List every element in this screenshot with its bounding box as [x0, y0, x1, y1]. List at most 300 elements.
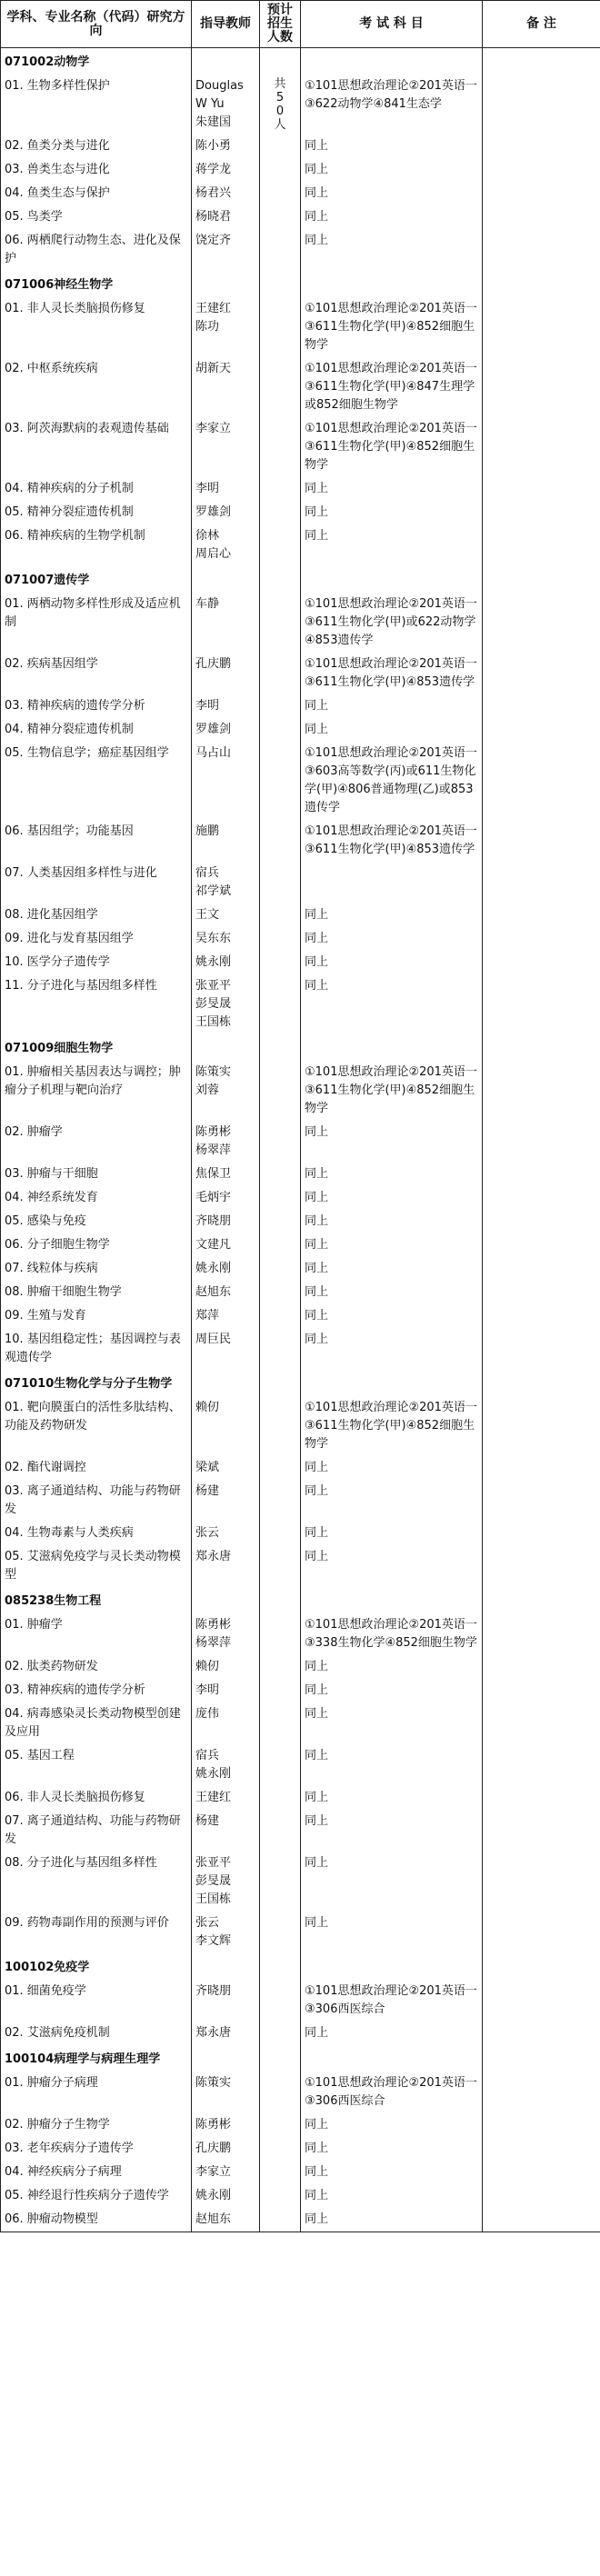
table-row: [1, 1233, 600, 1257]
exam-subjects: 同上: [301, 2022, 483, 2045]
notes-cell: [483, 653, 600, 694]
empty-cell: [483, 1953, 600, 1980]
discipline-section-row: [1, 2045, 600, 2072]
research-direction: 10. 基因组稳定性；基因调控与表观遗传学: [1, 1328, 192, 1370]
table-row: [1, 2137, 600, 2161]
notes-cell: [483, 2113, 600, 2137]
research-direction: 06. 精神疾病的生物学机制: [1, 524, 192, 566]
table-row: [1, 1061, 600, 1121]
notes-cell: [483, 1456, 600, 1480]
empty-cell: [301, 1953, 483, 1980]
notes-cell: [483, 357, 600, 417]
exam-subjects: 同上: [301, 1810, 483, 1852]
research-direction: 11. 分子进化与基因组多样性: [1, 974, 192, 1034]
notes-cell: [483, 1210, 600, 1233]
research-direction: 04. 神经系统发育: [1, 1186, 192, 1210]
exam-subjects: 同上: [301, 229, 483, 271]
empty-cell: [260, 1587, 301, 1613]
exam-subjects: 同上: [301, 974, 483, 1034]
header-notes: 备 注: [483, 1, 600, 48]
exam-subjects: 同上: [301, 524, 483, 566]
quota-cell: [260, 1121, 301, 1163]
empty-cell: [301, 566, 483, 593]
tutor-names: 赵旭东: [192, 2208, 260, 2232]
exam-subjects: 同上: [301, 1852, 483, 1912]
notes-cell: [483, 1912, 600, 1953]
empty-cell: [301, 48, 483, 75]
notes-cell: [483, 1980, 600, 2022]
notes-cell: [483, 158, 600, 182]
research-direction: 03. 肿瘤与干细胞: [1, 1163, 192, 1186]
notes-cell: [483, 2137, 600, 2161]
quota-cell: [260, 1679, 301, 1702]
table-row: [1, 2072, 600, 2113]
research-direction: 04. 病毒感染灵长类动物模型创建及应用: [1, 1702, 192, 1744]
discipline-name: 071006神经生物学: [1, 271, 192, 297]
table-row: [1, 357, 600, 417]
notes-cell: [483, 2072, 600, 2113]
quota-cell: [260, 2022, 301, 2045]
tutor-names: 李明: [192, 477, 260, 501]
notes-cell: [483, 1304, 600, 1328]
tutor-names: 陈勇彬 杨翠萍: [192, 1121, 260, 1163]
table-row: [1, 862, 600, 904]
notes-cell: [483, 1545, 600, 1587]
tutor-names: Douglas W Yu 朱建国: [192, 75, 260, 135]
notes-cell: [483, 974, 600, 1034]
table-row: [1, 974, 600, 1034]
quota-cell: [260, 1522, 301, 1545]
research-direction: 07. 线粒体与疾病: [1, 1257, 192, 1281]
exam-subjects: 同上: [301, 1328, 483, 1370]
quota-cell: [260, 158, 301, 182]
research-direction: 04. 精神疾病的分子机制: [1, 477, 192, 501]
research-direction: 02. 肿瘤学: [1, 1121, 192, 1163]
research-direction: 03. 老年疾病分子遗传学: [1, 2137, 192, 2161]
quota-cell: [260, 2137, 301, 2161]
tutor-names: 姚永刚: [192, 2184, 260, 2208]
tutor-names: 陈小勇: [192, 135, 260, 158]
research-direction: 07. 人类基因组多样性与进化: [1, 862, 192, 904]
exam-subjects: 同上: [301, 1121, 483, 1163]
research-direction: 08. 肿瘤干细胞生物学: [1, 1281, 192, 1304]
quota-cell: [260, 1655, 301, 1679]
notes-cell: [483, 477, 600, 501]
exam-subjects: 同上: [301, 1679, 483, 1702]
tutor-names: 文建凡: [192, 1233, 260, 1257]
exam-subjects: 同上: [301, 1257, 483, 1281]
quota-cell: [260, 1163, 301, 1186]
notes-cell: [483, 1233, 600, 1257]
table-row: [1, 1702, 600, 1744]
notes-cell: [483, 417, 600, 477]
tutor-names: 宿兵 姚永刚: [192, 1744, 260, 1786]
notes-cell: [483, 862, 600, 904]
notes-cell: [483, 593, 600, 653]
empty-cell: [192, 271, 260, 297]
discipline-name: 071002动物学: [1, 48, 192, 75]
research-direction: 05. 感染与免疫: [1, 1210, 192, 1233]
quota-cell: [260, 524, 301, 566]
table-row: [1, 820, 600, 862]
empty-cell: [483, 48, 600, 75]
research-direction: 10. 医学分子遗传学: [1, 951, 192, 974]
tutor-names: 施鹏: [192, 820, 260, 862]
exam-subjects: ①101思想政治理论②201英语一③611生物化学(甲)④853遗传学: [301, 820, 483, 862]
tutor-names: 毛炳宇: [192, 1186, 260, 1210]
quota-cell: [260, 1852, 301, 1912]
tutor-names: 宿兵 祁学斌: [192, 862, 260, 904]
quota-cell: [260, 1786, 301, 1810]
research-direction: 05. 神经退行性疾病分子遗传学: [1, 2184, 192, 2208]
research-direction: 09. 药物毒副作用的预测与评价: [1, 1912, 192, 1953]
notes-cell: [483, 1679, 600, 1702]
quota-cell: [260, 1480, 301, 1522]
exam-subjects: ①101思想政治理论②201英语一③306西医综合: [301, 2072, 483, 2113]
tutor-names: 孔庆鹏: [192, 653, 260, 694]
exam-subjects: 同上: [301, 158, 483, 182]
empty-cell: [483, 1370, 600, 1396]
notes-cell: [483, 927, 600, 951]
tutor-names: 饶定齐: [192, 229, 260, 271]
discipline-section-row: [1, 48, 600, 75]
empty-cell: [192, 1587, 260, 1613]
exam-subjects: 同上: [301, 1281, 483, 1304]
tutor-names: 张亚平 彭旻晟 王国栋: [192, 1852, 260, 1912]
empty-cell: [192, 1953, 260, 1980]
notes-cell: [483, 820, 600, 862]
empty-cell: [483, 271, 600, 297]
table-row: [1, 417, 600, 477]
table-row: [1, 205, 600, 229]
tutor-names: 周巨民: [192, 1328, 260, 1370]
tutor-names: 徐林 周启心: [192, 524, 260, 566]
header-tutor: 指导教师: [192, 1, 260, 48]
notes-cell: [483, 1396, 600, 1456]
exam-subjects: 同上: [301, 927, 483, 951]
discipline-section-row: [1, 1587, 600, 1613]
table-row: [1, 694, 600, 718]
empty-cell: [192, 1034, 260, 1061]
research-direction: 04. 神经疾病分子病理: [1, 2161, 192, 2184]
exam-subjects: 同上: [301, 2113, 483, 2137]
tutor-names: 李明: [192, 694, 260, 718]
tutor-names: 王文: [192, 904, 260, 927]
quota-cell: [260, 927, 301, 951]
quota-cell: [260, 477, 301, 501]
exam-subjects: ①101思想政治理论②201英语一③611生物化学(甲)④852细胞生物学: [301, 1396, 483, 1456]
empty-cell: [301, 2045, 483, 2072]
table-row: [1, 1980, 600, 2022]
notes-cell: [483, 951, 600, 974]
quota-cell: [260, 229, 301, 271]
tutor-names: 姚永刚: [192, 951, 260, 974]
research-direction: 03. 兽类生态与进化: [1, 158, 192, 182]
notes-cell: [483, 1186, 600, 1210]
discipline-name: 071009细胞生物学: [1, 1034, 192, 1061]
notes-cell: [483, 718, 600, 742]
discipline-section-row: [1, 1370, 600, 1396]
empty-cell: [192, 2045, 260, 2072]
quota-cell: [260, 1233, 301, 1257]
table-row: [1, 2161, 600, 2184]
quota-cell: [260, 1061, 301, 1121]
discipline-name: 085238生物工程: [1, 1587, 192, 1613]
research-direction: 02. 酯代谢调控: [1, 1456, 192, 1480]
notes-cell: [483, 182, 600, 205]
tutor-names: 李家立: [192, 2161, 260, 2184]
research-direction: 04. 精神分裂症遗传机制: [1, 718, 192, 742]
table-row: [1, 1186, 600, 1210]
research-direction: 05. 生物信息学；癌症基因组学: [1, 742, 192, 820]
empty-cell: [301, 1370, 483, 1396]
research-direction: 02. 疾病基因组学: [1, 653, 192, 694]
notes-cell: [483, 1281, 600, 1304]
notes-cell: [483, 904, 600, 927]
exam-subjects: ①101思想政治理论②201英语一③306西医综合: [301, 1980, 483, 2022]
table-row: [1, 593, 600, 653]
tutor-names: 陈勇彬: [192, 2113, 260, 2137]
table-row: [1, 1786, 600, 1810]
table-row: [1, 1810, 600, 1852]
discipline-section-row: [1, 1953, 600, 1980]
table-row: [1, 1304, 600, 1328]
exam-subjects: 同上: [301, 1912, 483, 1953]
quota-cell: [260, 694, 301, 718]
research-direction: 03. 精神疾病的遗传学分析: [1, 694, 192, 718]
notes-cell: [483, 2184, 600, 2208]
exam-subjects: 同上: [301, 2161, 483, 2184]
research-direction: 02. 肽类药物研发: [1, 1655, 192, 1679]
research-direction: 03. 离子通道结构、功能与药物研发: [1, 1480, 192, 1522]
research-direction: 09. 生殖与发育: [1, 1304, 192, 1328]
exam-subjects: 同上: [301, 1210, 483, 1233]
exam-subjects: ①101思想政治理论②201英语一③611生物化学(甲)④853遗传学: [301, 653, 483, 694]
research-direction: 01. 肿瘤学: [1, 1613, 192, 1655]
empty-cell: [301, 1587, 483, 1613]
quota-cell: [260, 1257, 301, 1281]
table-row: [1, 1210, 600, 1233]
tutor-names: 杨晓君: [192, 205, 260, 229]
quota-cell: [260, 2208, 301, 2232]
table-row: [1, 2184, 600, 2208]
tutor-names: 郑永唐: [192, 2022, 260, 2045]
discipline-name: 071010生物化学与分子生物学: [1, 1370, 192, 1396]
exam-subjects: 同上: [301, 1744, 483, 1786]
quota-cell: [260, 862, 301, 904]
quota-cell: [260, 904, 301, 927]
notes-cell: [483, 135, 600, 158]
notes-cell: [483, 205, 600, 229]
discipline-name: 071007遗传学: [1, 566, 192, 593]
tutor-names: 罗雄剑: [192, 501, 260, 524]
table-row: [1, 1613, 600, 1655]
tutor-names: 赖仞: [192, 1655, 260, 1679]
table-body: [1, 48, 600, 2232]
quota-cell: [260, 1186, 301, 1210]
discipline-section-row: [1, 566, 600, 593]
tutor-names: 吴东东: [192, 927, 260, 951]
notes-cell: [483, 2022, 600, 2045]
exam-subjects: ①101思想政治理论②201英语一③338生物化学④852细胞生物学: [301, 1613, 483, 1655]
exam-subjects: 同上: [301, 135, 483, 158]
header-exam: 考 试 科 目: [301, 1, 483, 48]
exam-subjects: 同上: [301, 718, 483, 742]
table-row: [1, 229, 600, 271]
notes-cell: [483, 1480, 600, 1522]
quota-cell: [260, 182, 301, 205]
tutor-names: 赖仞: [192, 1396, 260, 1456]
quota-cell: [260, 1328, 301, 1370]
table-row: [1, 1522, 600, 1545]
tutor-names: 蒋学龙: [192, 158, 260, 182]
table-row: [1, 1545, 600, 1587]
notes-cell: [483, 1121, 600, 1163]
quota-cell: [260, 1396, 301, 1456]
notes-cell: [483, 1655, 600, 1679]
exam-subjects: 同上: [301, 904, 483, 927]
tutor-names: 马占山: [192, 742, 260, 820]
tutor-names: 陈策实 刘蓉: [192, 1061, 260, 1121]
table-row: [1, 1852, 600, 1912]
exam-subjects: 同上: [301, 182, 483, 205]
exam-subjects: ①101思想政治理论②201英语一③611生物化学(甲)④847生理学或852细胞生物学: [301, 357, 483, 417]
empty-cell: [260, 271, 301, 297]
quota-cell: [260, 2113, 301, 2137]
notes-cell: [483, 297, 600, 357]
empty-cell: [192, 566, 260, 593]
exam-subjects: ①101思想政治理论②201英语一③622动物学④841生态学: [301, 75, 483, 135]
table-row: [1, 2113, 600, 2137]
notes-cell: [483, 694, 600, 718]
exam-subjects: ①101思想政治理论②201英语一③611生物化学(甲)④852细胞生物学: [301, 417, 483, 477]
empty-cell: [260, 2045, 301, 2072]
tutor-names: 齐晓朋: [192, 1210, 260, 1233]
notes-cell: [483, 1163, 600, 1186]
quota-cell: [260, 135, 301, 158]
research-direction: 05. 艾滋病免疫学与灵长类动物模型: [1, 1545, 192, 1587]
table-row: [1, 1163, 600, 1186]
empty-cell: [192, 1370, 260, 1396]
tutor-names: 赵旭东: [192, 1281, 260, 1304]
tutor-names: 陈策实: [192, 2072, 260, 2113]
research-direction: 07. 离子通道结构、功能与药物研发: [1, 1810, 192, 1852]
exam-subjects: ①101思想政治理论②201英语一③603高等数学(丙)或611生物化学(甲)④806普通物理(乙)或853遗传学: [301, 742, 483, 820]
notes-cell: [483, 1702, 600, 1744]
quota-cell: [260, 2161, 301, 2184]
table-row: [1, 1328, 600, 1370]
empty-cell: [301, 271, 483, 297]
exam-subjects: ①101思想政治理论②201英语一③611生物化学(甲)④852细胞生物学: [301, 1061, 483, 1121]
tutor-names: 陈勇彬 杨翠萍: [192, 1613, 260, 1655]
notes-cell: [483, 1852, 600, 1912]
quota-cell: [260, 1980, 301, 2022]
exam-subjects: 同上: [301, 1522, 483, 1545]
quota-cell: [260, 2184, 301, 2208]
discipline-name: 100102免疫学: [1, 1953, 192, 1980]
quota-cell: [260, 205, 301, 229]
exam-subjects: 同上: [301, 2208, 483, 2232]
notes-cell: [483, 1328, 600, 1370]
notes-cell: [483, 1786, 600, 1810]
enrollment-quota: 共 5 0 人: [260, 75, 301, 135]
table-row: [1, 1396, 600, 1456]
empty-cell: [192, 48, 260, 75]
tutor-names: 孔庆鹏: [192, 2137, 260, 2161]
table-row: [1, 1121, 600, 1163]
research-direction: 08. 分子进化与基因组多样性: [1, 1852, 192, 1912]
table-row: [1, 904, 600, 927]
research-direction: 06. 非人灵长类脑损伤修复: [1, 1786, 192, 1810]
table-row: [1, 2208, 600, 2232]
research-direction: 02. 鱼类分类与进化: [1, 135, 192, 158]
table-row: [1, 1679, 600, 1702]
tutor-names: 杨君兴: [192, 182, 260, 205]
tutor-names: 齐晓朋: [192, 1980, 260, 2022]
tutor-names: 杨建: [192, 1480, 260, 1522]
exam-subjects: 同上: [301, 1163, 483, 1186]
table-row: [1, 135, 600, 158]
notes-cell: [483, 2161, 600, 2184]
quota-cell: [260, 417, 301, 477]
exam-subjects: 同上: [301, 951, 483, 974]
tutor-names: 王建红 陈功: [192, 297, 260, 357]
research-direction: 01. 两栖动物多样性形成及适应机制: [1, 593, 192, 653]
research-direction: 02. 艾滋病免疫机制: [1, 2022, 192, 2045]
exam-subjects: ①101思想政治理论②201英语一③611生物化学(甲)或622动物学④853遗传学: [301, 593, 483, 653]
empty-cell: [260, 1034, 301, 1061]
notes-cell: [483, 2208, 600, 2232]
empty-cell: [260, 1370, 301, 1396]
tutor-names: 张亚平 彭旻晟 王国栋: [192, 974, 260, 1034]
exam-subjects: 同上: [301, 2184, 483, 2208]
tutor-names: 郑永唐: [192, 1545, 260, 1587]
exam-subjects: 同上: [301, 1304, 483, 1328]
table-row: [1, 1281, 600, 1304]
table-row: [1, 158, 600, 182]
exam-subjects: [301, 862, 483, 904]
quota-cell: [260, 653, 301, 694]
quota-cell: [260, 2072, 301, 2113]
quota-cell: [260, 1456, 301, 1480]
quota-cell: [260, 357, 301, 417]
quota-cell: [260, 1545, 301, 1587]
notes-cell: [483, 1061, 600, 1121]
exam-subjects: 同上: [301, 1233, 483, 1257]
table-row: [1, 1257, 600, 1281]
research-direction: 01. 肿瘤相关基因表达与调控；肿瘤分子机理与靶向治疗: [1, 1061, 192, 1121]
quota-cell: [260, 742, 301, 820]
exam-subjects: 同上: [301, 1186, 483, 1210]
exam-subjects: 同上: [301, 1456, 483, 1480]
tutor-names: 姚永刚: [192, 1257, 260, 1281]
discipline-name: 100104病理学与病理生理学: [1, 2045, 192, 2072]
tutor-names: 王建红: [192, 1786, 260, 1810]
notes-cell: [483, 1257, 600, 1281]
table-row: [1, 1655, 600, 1679]
research-direction: 01. 生物多样性保护: [1, 75, 192, 135]
quota-cell: [260, 820, 301, 862]
tutor-names: 郑萍: [192, 1304, 260, 1328]
quota-cell: [260, 1210, 301, 1233]
empty-cell: [301, 1034, 483, 1061]
notes-cell: [483, 742, 600, 820]
table-row: [1, 1912, 600, 1953]
table-row: [1, 182, 600, 205]
table-row: [1, 75, 600, 135]
exam-subjects: 同上: [301, 1545, 483, 1587]
research-direction: 05. 精神分裂症遗传机制: [1, 501, 192, 524]
